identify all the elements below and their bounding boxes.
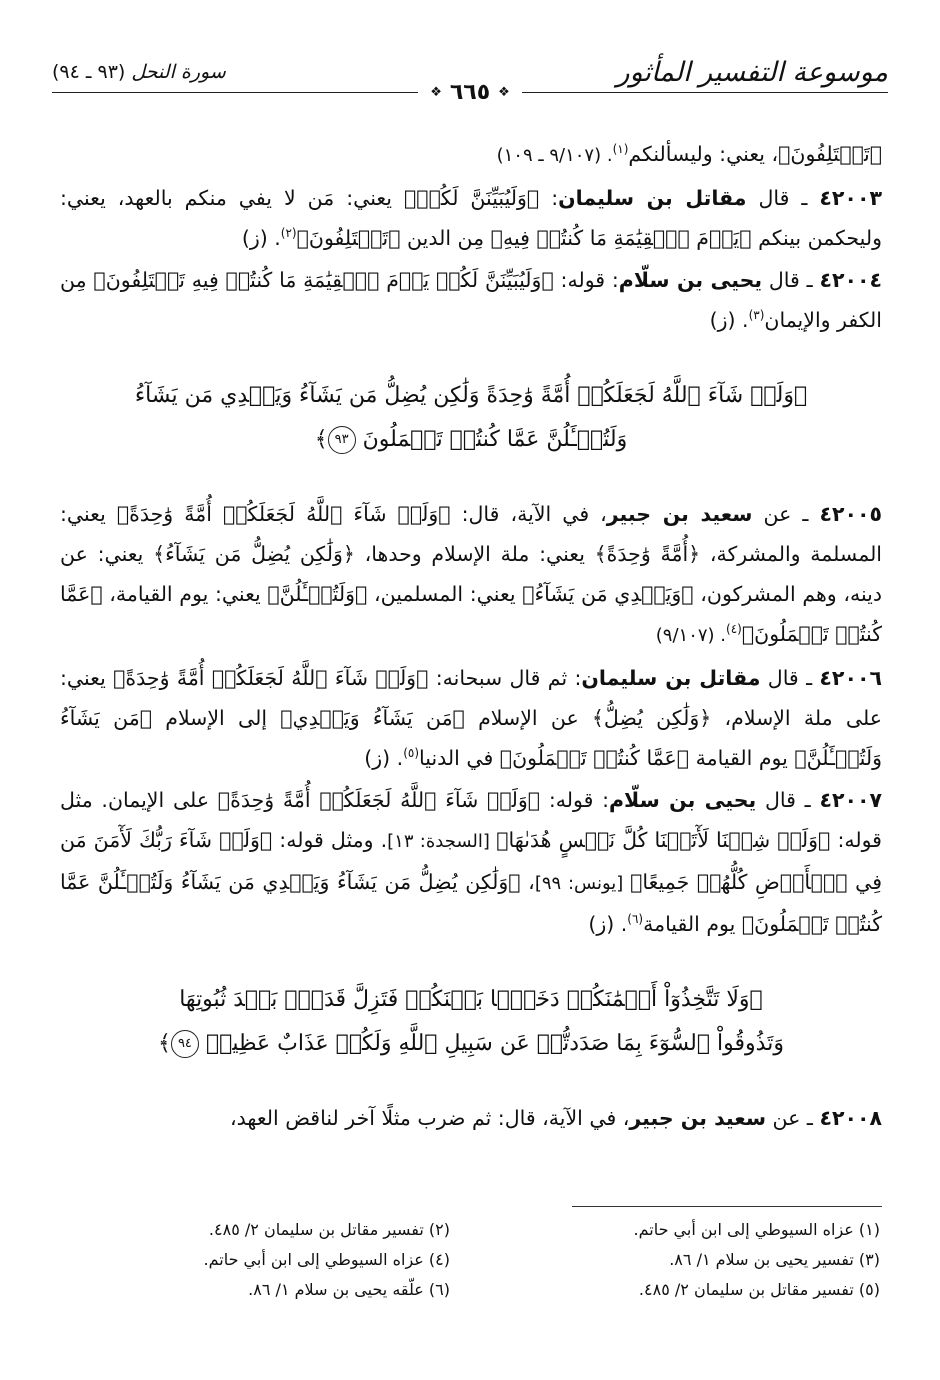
text: ـ قال [762,268,820,292]
text: يعني: المسلمين، [367,582,523,606]
verse-number: ٩٤ [171,1030,199,1058]
quran-quote: ﴿وَلَٰكِن يُضِلُّ﴾ [591,706,712,730]
footnote-ref: (٥) [403,746,420,761]
quran-quote: ﴿أُمَّةً وَٰحِدَةً﴾ [594,542,701,566]
verse-line: وَلَتُسۡـَٔلُنَّ عَمَّا كُنتُمۡ تَعۡمَلُونَ [362,427,628,452]
quran-quote: ﴿عَمَّا كُنتُمۡ تَعۡمَلُونَ﴾ [60,582,882,646]
narrator-name: يحيى بن سلّام [609,788,757,812]
verse-close: ﴾ [314,427,328,452]
quran-quote: ﴿وَلَوۡ شَآءَ ٱللَّهُ لَجَعَلَكُمۡ أُمَّةً وَٰحِدَةً﴾ [217,788,541,812]
footnote-ref: (٦) [627,912,644,927]
footnote-item: (٢) تفسير مقاتل بن سليمان ٢/ ٤٨٥. [208,1220,450,1239]
verse-line-2 [60,1022,882,1066]
quran-quote: ﴿وَلَيُبَيِّنَنَّ لَكُمۡ﴾ [403,186,540,210]
text: ، في الآية، قال: [450,502,607,526]
text: . (ز) [709,308,749,332]
quran-quote: ﴿وَلَٰكِن يُضِلُّ مَن يَشَآءُ﴾ [153,542,355,566]
footnote-ref: (٣) [748,308,765,323]
text: على الإيمان. مثل قوله: [60,788,882,852]
narration-42003 [60,178,882,258]
footnote-item: (٤) عزاه السيوطي إلى ابن أبي حاتم. [203,1250,450,1269]
text: : ثم قال سبحانه: [428,666,582,690]
text: ، [520,870,535,894]
text: ـ قال [760,666,820,690]
text: : قوله: [553,268,619,292]
quran-quote: ﴿عَمَّا كُنتُمۡ تَعۡمَلُونَ﴾ [499,746,690,770]
footnote-item: (٥) تفسير مقاتل بن سليمان ٢/ ٤٨٥. [638,1280,880,1299]
verse-close: ﴾ [158,1031,171,1056]
footnote-item: (١) عزاه السيوطي إلى ابن أبي حاتم. [633,1220,880,1239]
text: إلى الإسلام [152,706,281,730]
verse-line-2 [60,418,882,462]
verse-line: وَتَذُوقُواْ ٱلسُّوٓءَ بِمَا صَدَدتُّمۡ عَن سَبِيلِ ٱللَّهِ وَلَكُمۡ عَذَابٌ عَظِيمٞ [205,1031,784,1056]
narration-number: ٤٢٠٠٤ [819,268,882,292]
text: . (ز) [241,226,281,250]
book-title: موسوعة التفسير المأثور [616,56,888,88]
surah-range: (٩٣ ـ ٩٤) [52,61,126,83]
narration-number: ٤٢٠٠٥ [819,502,882,526]
narration-42005 [60,494,882,656]
page-number-row [52,80,888,104]
quran-quote: ﴿وَلَوۡ شِئۡنَا لَأٓتَيۡنَا كُلَّ نَفۡسٍ هُدَىٰهَا﴾ [496,828,831,852]
page-number-box [418,80,522,105]
quran-quote: ﴿يَوۡمَ ٱلۡقِيَٰمَةِ مَا كُنتُمۡ فِيهِ﴾ [490,226,752,250]
narrator-name: سعيد بن جبير [629,1106,767,1130]
verse-93 [60,374,882,462]
volume-ref: . (٩/١٠٧ ـ ١٠٩) [496,145,613,166]
text: يعني: مَن لا يفي منكم بالعهد، يعني: وليحكمن بينكم [60,186,882,250]
text: . ومثل قوله: [272,828,388,852]
quran-quote: ﴿تَخۡتَلِفُونَ﴾ [296,226,401,250]
ornament-icon: ❖ [498,84,510,100]
text: يعني: على ملة الإسلام، [60,666,882,730]
narration-42007 [60,780,882,944]
text: ـ قال [756,788,820,812]
quran-quote: ﴿وَلَوۡ شَآءَ ٱللَّهُ لَجَعَلَكُمۡ أُمَّةً وَٰحِدَةً﴾ [116,502,451,526]
text: مِن الدين [400,226,491,250]
narration-42008 [60,1098,882,1138]
narrator-name: سعيد بن جبير [606,502,753,526]
quran-quote: ﴿وَلَٰكِن يُضِلُّ مَن يَشَآءُ وَيَهۡدِي مَن يَشَآءُ وَلَتُسۡـَٔلُنَّ عَمَّا كُنتُمۡ تَعۡمَلُونَ﴾ [60,870,882,936]
narration-number: ٤٢٠٠٣ [819,186,882,210]
text: يعني: المسلمة والمشركة، [60,502,883,566]
verse-number: ٩٣ [328,426,356,454]
quran-quote: ﴿مَن يَشَآءُ وَلَتُسۡـَٔلُنَّ﴾ [60,706,882,770]
text: . (ز) [588,912,628,936]
narration-number: ٤٢٠٠٦ [819,666,882,690]
surah-name: سورة النحل [131,61,226,83]
text: . (ز) [364,746,404,770]
footnote-ref: (١) [612,142,629,157]
quran-quote: ﴿تَخۡتَلِفُونَ﴾ [778,142,882,166]
footnote-item: (٦) علّقه يحيى بن سلام ١/ ٨٦. [248,1280,450,1299]
text: : قوله: [540,788,610,812]
surah-ref: [يونس: ٩٩] [534,873,631,894]
footnote-item: (٣) تفسير يحيى بن سلام ١/ ٨٦. [669,1250,880,1269]
quran-quote: ﴿وَلَوۡ شَآءَ رَبُّكَ لَأٓمَنَ مَن فِي ٱلۡأَرۡضِ كُلُّهُمۡ جَمِيعًا﴾ [60,828,883,894]
text: ـ عن [766,1106,820,1130]
text: عن الإسلام [464,706,592,730]
text: في الدنيا [419,746,500,770]
text: ، في الآية، قال: ثم ضرب مثلًا آخر لناقض العهد، [230,1106,630,1130]
verse-94 [60,978,882,1066]
narration-number: ٤٢٠٠٨ [819,1106,882,1130]
text: مِن الكفر والإيمان [60,268,882,332]
text: يوم القيامة [643,912,742,936]
quran-quote: ﴿وَيَهۡدِي مَن يَشَآءُ﴾ [522,582,694,606]
text: يعني: يوم القيامة، [102,582,268,606]
narrator-name: مقاتل بن سليمان [581,666,761,690]
main-text [60,134,882,1140]
ornament-icon: ❖ [430,84,442,100]
text: ، يعني: وليسألنكم [628,142,779,166]
volume-ref: . (٩/١٠٧) [655,625,727,646]
text: ـ عن [752,502,820,526]
quran-quote: ﴿مَن يَشَآءُ وَيَهۡدِي﴾ [280,706,465,730]
footnote-ref: (٤) [726,622,742,637]
text: يعني: عن دينه، وهم المشركون، [60,542,882,606]
quran-quote: ﴿وَلَيُبَيِّنَنَّ لَكُمۡ يَوۡمَ ٱلۡقِيَٰمَةِ مَا كُنتُمۡ فِيهِ تَخۡتَلِفُونَ﴾ [93,268,554,292]
footnotes [60,1205,880,1305]
text: : [539,186,559,210]
verse-line: ﴿وَلَا تَتَّخِذُوٓاْ أَيۡمَٰنَكُمۡ دَخَلَۢا بَيۡنَكُمۡ فَتَزِلَّ قَدَمُۢ بَعۡدَ ثُبُوتِهَا [179,987,763,1012]
narrator-name: يحيى بن سلّام [618,268,763,292]
footnote-ref: (٢) [280,226,297,241]
text: ـ قال [746,186,820,210]
narration-42004 [60,260,882,340]
quran-quote: ﴿وَلَوۡ شَآءَ ٱللَّهُ لَجَعَلَكُمۡ أُمَّةً وَٰحِدَةً﴾ [113,666,429,690]
narrator-name: مقاتل بن سليمان [558,186,747,210]
verse-line: ﴿وَلَوۡ شَآءَ ٱللَّهُ لَجَعَلَكُمۡ أُمَّةً وَٰحِدَةً وَلَٰكِن يُضِلُّ مَن يَشَآءُ وَيَهۡدِي مَن يَشَآءُ [134,383,808,408]
text: يعني: ملة الإسلام وحدها، [354,542,595,566]
quran-quote: ﴿وَلَتُسۡـَٔلُنَّ﴾ [267,582,368,606]
narration-42006 [60,658,882,778]
page-number: ٦٦٥ [449,79,491,105]
narration-number: ٤٢٠٠٧ [819,788,882,812]
paragraph-continuation [60,134,882,176]
surah-ref: [السجدة: ١٣] [387,831,497,852]
text: يوم القيامة [689,746,795,770]
